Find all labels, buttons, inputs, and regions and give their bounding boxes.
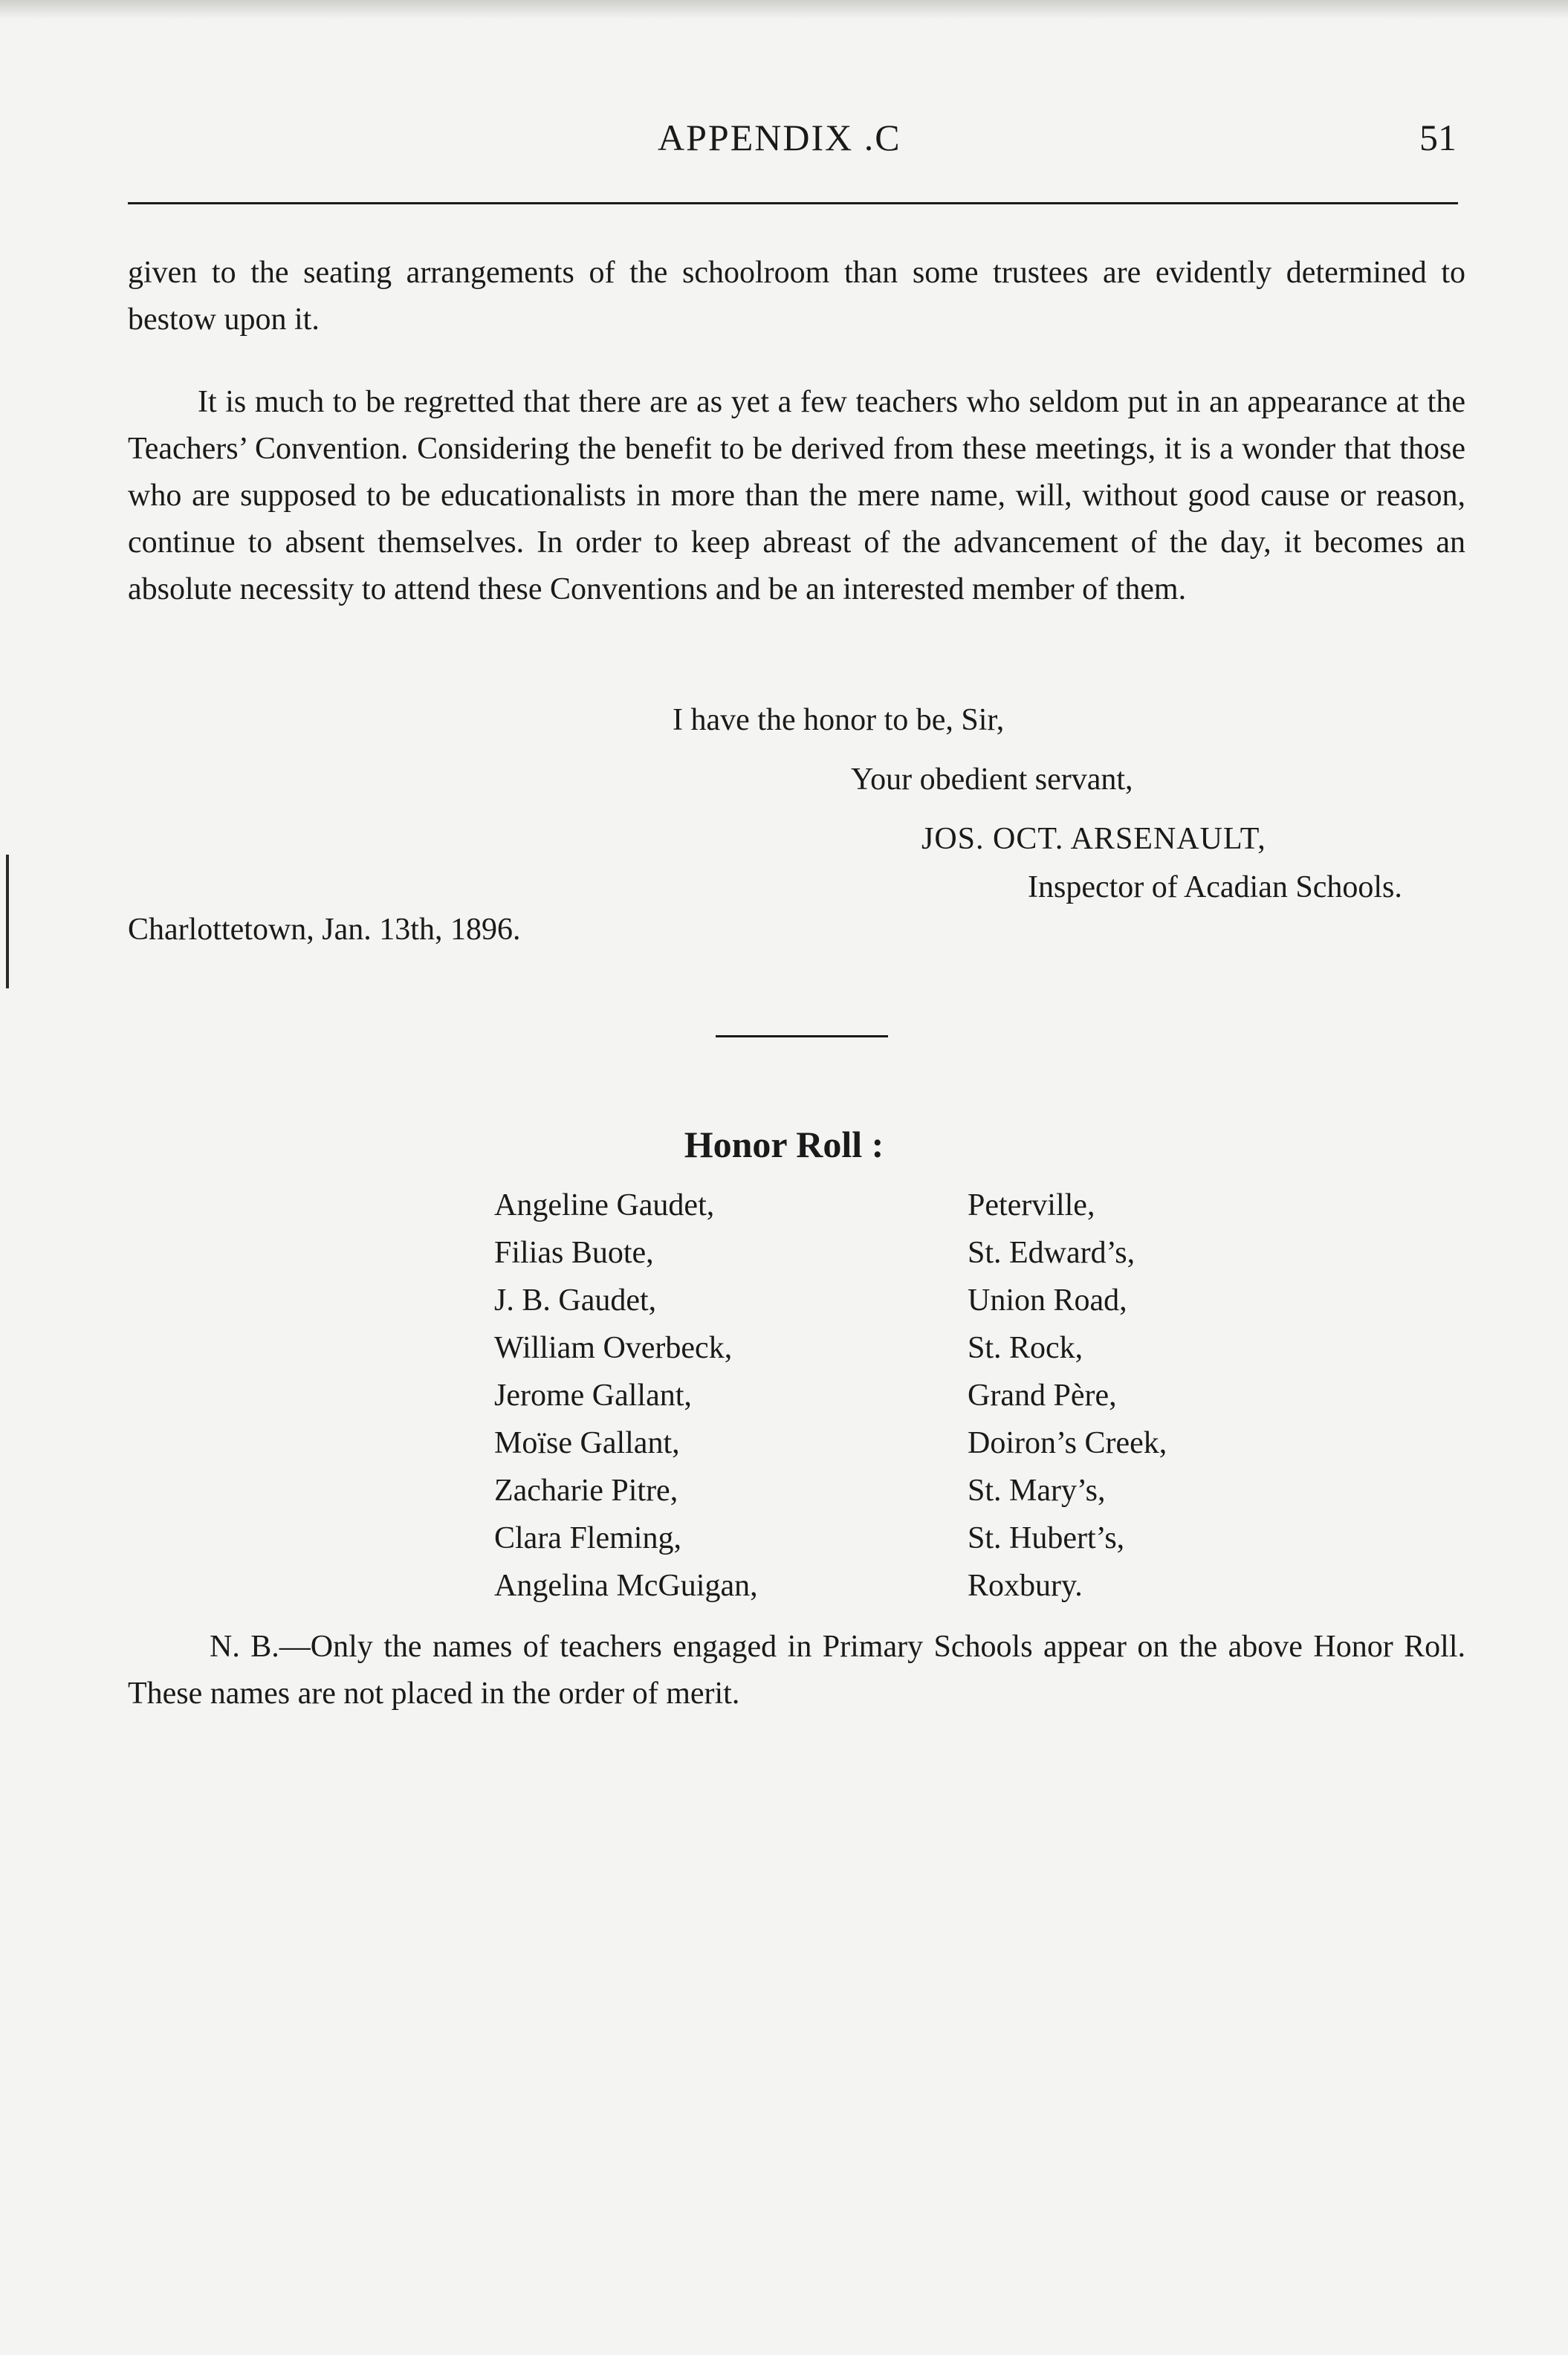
signature-servant: Your obedient servant,: [851, 762, 1133, 797]
header-rule: [128, 202, 1458, 204]
page-edge-shadow: [0, 0, 1568, 19]
list-item: [494, 1467, 1312, 1515]
school-place: Doiron’s Creek,: [968, 1426, 1167, 1460]
list-item: [494, 1562, 1312, 1610]
teacher-name: Clara Fleming,: [494, 1521, 681, 1555]
paragraph-continuation: given to the seating arrangements of the schoolroom than some trustees are evidently determined to bestow upon it.: [128, 256, 1465, 337]
school-place: Grand Père,: [968, 1379, 1117, 1413]
list-item: [494, 1372, 1312, 1419]
running-title: APPENDIX .C: [658, 117, 901, 158]
school-place: Union Road,: [968, 1283, 1127, 1318]
teacher-name: William Overbeck,: [494, 1331, 733, 1365]
school-place: St. Mary’s,: [968, 1474, 1106, 1508]
footnote: N. B.—Only the names of teachers engaged in Primary Schools appear on the above Honor Roll. These names are not placed in the order of merit.: [128, 1630, 1465, 1711]
signature-closing: I have the honor to be, Sir,: [673, 703, 1005, 737]
teacher-name: Filias Buote,: [494, 1236, 654, 1270]
teacher-name: J. B. Gaudet,: [494, 1283, 657, 1318]
honor-roll-heading: Honor Roll :: [684, 1124, 884, 1165]
list-item: [494, 1324, 1312, 1372]
running-header: [0, 111, 1568, 163]
school-place: Peterville,: [968, 1188, 1095, 1222]
paragraph-convention: It is much to be regretted that there are as yet a few teachers who seldom put in an appearance at the Teachers’ Convention. Considering the benefit to be derived from these meetings, it is a wonder that those who are supposed to be educationalists in more than the mere name, will, without good cause or reason, continue to absent themselves. In order to keep abreast of the advancement of the day, it becomes an absolute necessity to attend these Conventions and be an interested member of them.: [128, 385, 1465, 606]
list-item: [494, 1515, 1312, 1562]
list-item: [494, 1277, 1312, 1324]
section-divider: [716, 1035, 888, 1037]
signature-title: Inspector of Acadian Schools.: [1028, 870, 1402, 904]
school-place: St. Hubert’s,: [968, 1521, 1125, 1555]
school-place: Roxbury.: [968, 1569, 1083, 1603]
teacher-name: Jerome Gallant,: [494, 1379, 692, 1413]
school-place: St. Edward’s,: [968, 1236, 1135, 1270]
signature-name: JOS. OCT. ARSENAULT,: [921, 822, 1266, 856]
page-number: 51: [1419, 117, 1457, 158]
teacher-name: Angelina McGuigan,: [494, 1569, 758, 1603]
dateline: Charlottetown, Jan. 13th, 1896.: [128, 913, 521, 947]
school-place: St. Rock,: [968, 1331, 1083, 1365]
list-item: [494, 1419, 1312, 1467]
teacher-name: Moïse Gallant,: [494, 1426, 680, 1460]
list-item: [494, 1229, 1312, 1277]
binding-mark: [6, 855, 9, 988]
honor-roll-list: [494, 1182, 1312, 1610]
teacher-name: Zacharie Pitre,: [494, 1474, 678, 1508]
teacher-name: Angeline Gaudet,: [494, 1188, 715, 1222]
list-item: [494, 1182, 1312, 1229]
